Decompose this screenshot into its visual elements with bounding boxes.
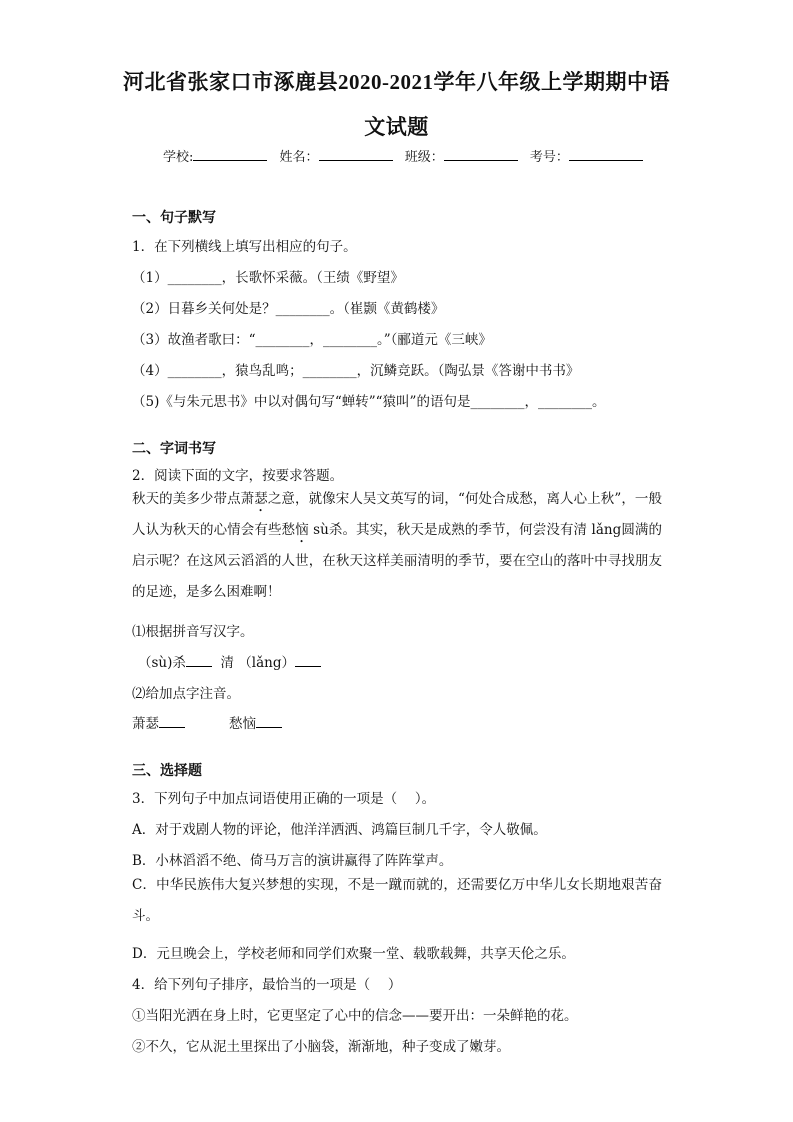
pinyin-row: （sù)杀 清 （lǎng） xyxy=(138,651,321,671)
answer-blank[interactable] xyxy=(295,654,321,667)
option-b: B．小林滔滔不绝、倚马万言的演讲赢得了阵阵掌声。 xyxy=(132,853,453,869)
exam-title-line1: 河北省张家口市涿鹿县2020-2021学年八年级上学期期中语 xyxy=(123,70,670,94)
section-heading: 三、选择题 xyxy=(132,763,202,779)
student-info-row xyxy=(163,146,651,165)
option-c: C．中华民族伟大复兴梦想的实现，不是一蹴而就的，还需要亿万中华儿女长期地艰苦奋斗。 xyxy=(132,877,662,924)
section-heading: 二、字词书写 xyxy=(132,441,216,457)
class-blank[interactable] xyxy=(444,148,518,161)
question-2: 2．阅读下面的文字，按要求答题。 xyxy=(132,468,344,484)
question-1-item: （5)《与朱元思书》中以对偶句写“蝉转”“猿叫”的语句是________，________。 xyxy=(132,394,606,410)
answer-blank[interactable] xyxy=(186,654,212,667)
exam-number-label: 考号： xyxy=(529,150,569,165)
question-1-item: （3）故渔者歌曰：“________，________。”（郦道元《三峡》 xyxy=(132,332,492,348)
answer-blank[interactable] xyxy=(159,715,185,728)
school-label: 学校: xyxy=(163,150,194,165)
sentence-2: ②不久，它从泥土里探出了小脑袋，渐渐地，种子变成了嫩芽。 xyxy=(132,1039,510,1055)
sentence-1: ①当阳光洒在身上时，它更坚定了心中的信念——要开出：一朵鲜艳的花。 xyxy=(132,1008,578,1024)
question-1-item: （4）________，猿鸟乱鸣；________，沉鳞竞跃。（陶弘景《答谢中书书》 xyxy=(132,363,580,379)
exam-number-blank[interactable] xyxy=(569,148,643,161)
option-d: D．元旦晚会上，学校老师和同学们欢聚一堂、载歌载舞，共享天伦之乐。 xyxy=(132,946,575,962)
answer-blank[interactable] xyxy=(256,715,282,728)
question-4: 4．给下列句子排序，最恰当的一项是（ ） xyxy=(132,977,402,993)
question-1: 1．在下列横线上填写出相应的句子。 xyxy=(132,239,357,255)
name-blank[interactable] xyxy=(319,148,393,161)
class-label: 班级： xyxy=(404,150,444,165)
question-1-item: （1）________，长歌怀采薇。（王绩《野望》 xyxy=(132,270,404,286)
exam-title-line2: 文试题 xyxy=(364,115,429,139)
phonetic-row: 萧瑟 愁恼 xyxy=(132,712,282,732)
section-heading: 一、句子默写 xyxy=(132,210,216,226)
sub-question-2: ⑵给加点字注音。 xyxy=(132,686,240,702)
question-1-item: （2）日暮乡关何处是？________。（崔颢《黄鹤楼》 xyxy=(132,301,445,317)
school-blank[interactable] xyxy=(193,148,267,161)
sub-question-1: ⑴根据拼音写汉字。 xyxy=(132,624,254,640)
reading-passage: 秋天的美多少带点萧瑟之意，就像宋人吴文英写的词，“何处合成愁，离人心上秋”，一般人认为秋天的心情会有些愁恼 sù杀。其实，秋天是成熟的季节，何尝没有清 lǎng圆满的启示呢？在这风云滔滔的人世，在秋天这样美丽清明的季节，要在空山的落叶中寻找朋友的足迹，是多么困难啊！ xyxy=(132,491,663,600)
option-a: A．对于戏剧人物的评论，他洋洋洒洒、鸿篇巨制几千字，令人敬佩。 xyxy=(132,822,547,838)
name-label: 姓名： xyxy=(279,150,319,165)
question-3: 3．下列句子中加点词语使用正确的一项是（ ）。 xyxy=(132,791,436,807)
